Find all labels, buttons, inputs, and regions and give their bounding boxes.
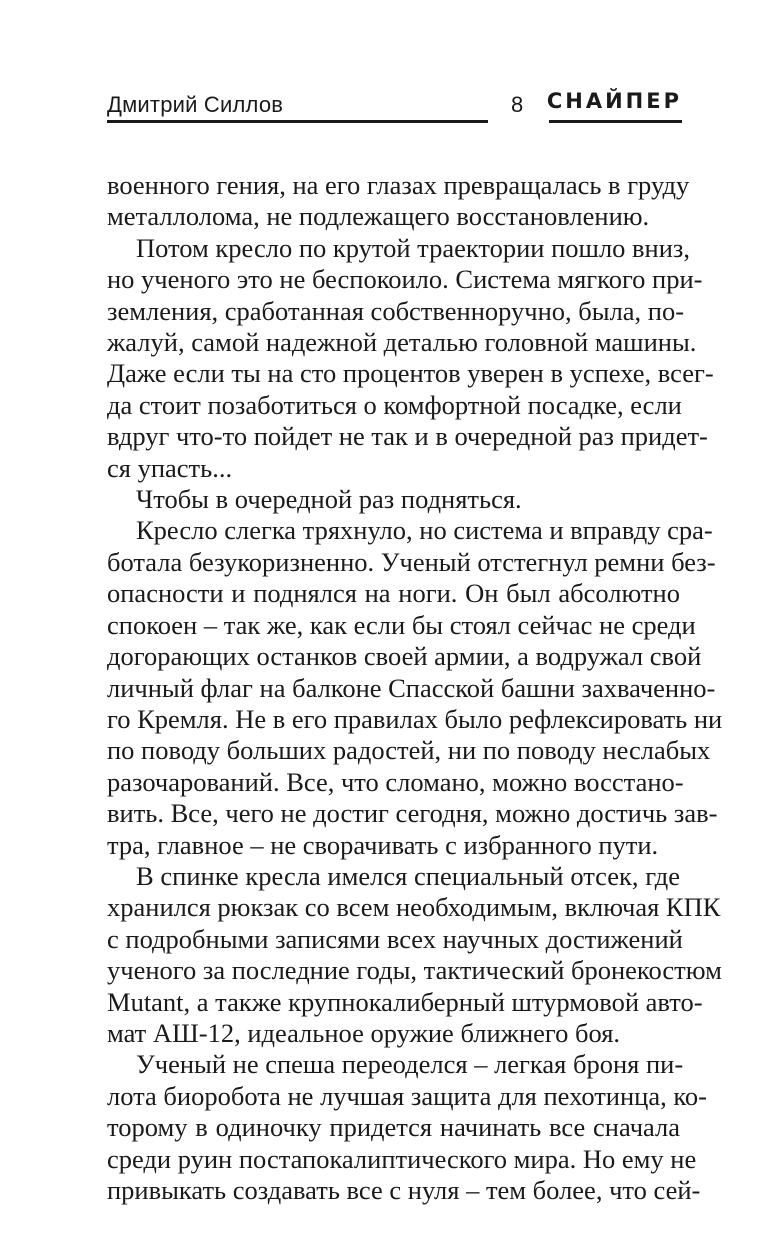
series-underline: [549, 120, 682, 123]
text-line: военного гения, на его глазах превращалась в груду: [107, 170, 690, 200]
text-line: с подробными записями всех научных достижений: [107, 923, 683, 954]
text-line: да стоит позаботиться о комфортной посадке, если: [107, 389, 682, 420]
text-line: по поводу больших радостей, ни по поводу неслабых: [107, 735, 711, 766]
text-line: ботала безукоризненно. Ученый отстегнул ремни без-: [107, 546, 716, 577]
text-line: хранился рюкзак со всем необходимым, включая КПК: [107, 892, 721, 923]
text-line: В спинке кресла имелся специальный отсек, где: [136, 860, 680, 891]
author-underline: [107, 120, 488, 123]
text-line: ученого за последние годы, тактический бронекостюм: [107, 955, 722, 986]
text-line: разочарований. Все, что сломано, можно восстано-: [107, 766, 684, 797]
text-line: го Кремля. Не в его правилах было рефлексировать ни: [107, 703, 723, 734]
text-line: привыкать создавать все с нуля – тем более, что сей-: [107, 1175, 701, 1205]
text-line: Mutant, а также крупнокалиберный штурмовой авто-: [107, 986, 703, 1017]
page-number: 8: [511, 92, 524, 117]
text-line: догорающих останков своей армии, а водружал свой: [107, 641, 702, 672]
text-line: Чтобы в очередной раз подняться.: [136, 484, 522, 515]
text-line: личный флаг на балконе Спасской башни захваченно-: [107, 672, 716, 703]
text-line: Даже если ты на сто процентов уверен в успехе, всег-: [107, 358, 714, 389]
text-line: лота биоробота не лучшая защита для пехотинца, ко-: [107, 1080, 707, 1111]
text-line: спокоен – так же, как если бы стоял сейчас не среди: [107, 609, 696, 640]
text-line: Кресло слегка тряхнуло, но система и вправду сра-: [136, 515, 713, 546]
text-line: жалуй, самой надежной деталью головной машины.: [107, 327, 697, 358]
text-line: Ученый не спеша переоделся – легкая броня пи-: [136, 1049, 684, 1080]
text-line: торому в одиночку придется начинать все сначала: [107, 1112, 680, 1143]
text-line: опасности и поднялся на ноги. Он был абсолютно: [107, 578, 680, 609]
text-line: вить. Все, чего не достиг сегодня, можно достичь зав-: [107, 798, 718, 829]
text-line: среди руин постапокалиптического мира. Но ему не: [107, 1143, 697, 1174]
text-line: ся упасть...: [107, 452, 233, 483]
text-line: вдруг что-то пойдет не так и в очередной раз придет-: [107, 421, 708, 452]
text-line: но ученого это не беспокоило. Система мягкого при-: [107, 264, 703, 295]
text-line: тра, главное – не сворачивать с избранного пути.: [107, 829, 659, 860]
text-line: земления, сработанная собственноручно, была, по-: [107, 295, 685, 326]
running-header: [107, 0, 682, 130]
author-name: Дмитрий Силлов: [107, 92, 284, 117]
page-body-text: [107, 170, 723, 1206]
text-line: Потом кресло по крутой траектории пошло вниз,: [136, 232, 691, 263]
series-title: СНАЙПЕР: [546, 89, 682, 113]
text-line: мат АШ-12, идеальное оружие ближнего боя.: [107, 1017, 621, 1048]
text-line: металлолома, не подлежащего восстановлению.: [107, 201, 650, 232]
